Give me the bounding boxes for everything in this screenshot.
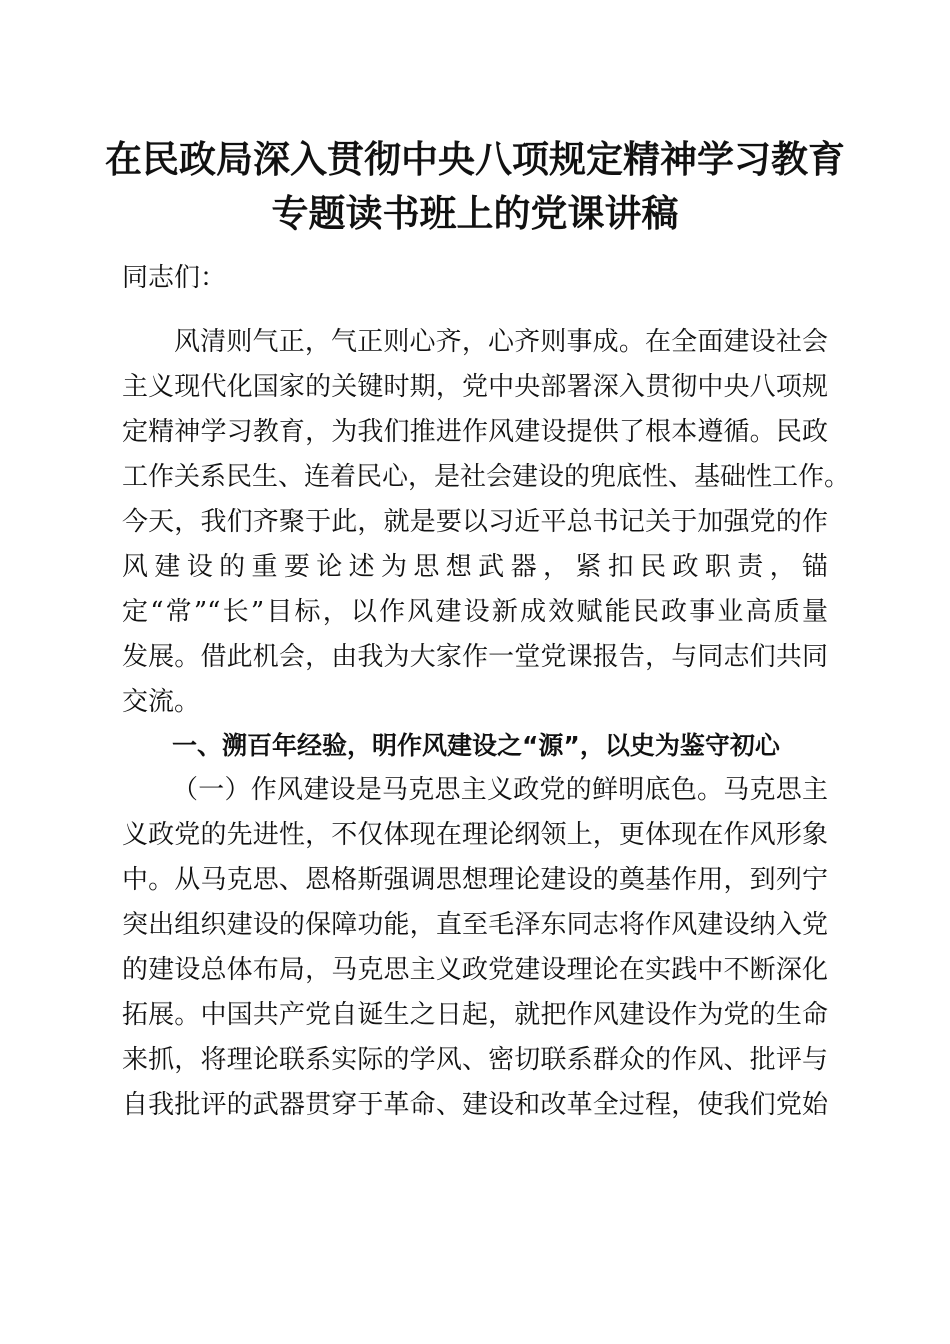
paragraph-line: 义政党的先进性，不仅体现在理论纲领上，更体现在作风形象	[122, 820, 828, 850]
paragraph-line: 拓展。中国共产党自诞生之日起，就把作风建设作为党的生命	[122, 1000, 828, 1030]
paragraph-line: 定精神学习教育，为我们推进作风建设提供了根本遵循。民政	[122, 417, 828, 447]
paragraph-line: （一）作风建设是马克思主义政党的鲜明底色。马克思主	[172, 775, 828, 805]
paragraph-line: 工作关系民生、连着民心，是社会建设的兜底性、基础性工作。	[122, 462, 851, 492]
section-heading: 一、溯百年经验，明作风建设之“源”，以史为鉴守初心	[172, 731, 780, 760]
paragraph-line: 定“常”“长”目标，以作风建设新成效赋能民政事业高质量	[122, 597, 828, 627]
paragraph-line: 今天，我们齐聚于此，就是要以习近平总书记关于加强党的作	[122, 507, 828, 537]
paragraph-line: 风建设的重要论述为思想武器，紧扣民政职责，锚	[122, 552, 828, 582]
document-title-line-1: 在民政局深入贯彻中央八项规定精神学习教育	[105, 137, 845, 181]
paragraph-line: 来抓，将理论联系实际的学风、密切联系群众的作风、批评与	[122, 1045, 828, 1075]
paragraph-line: 中。从马克思、恩格斯强调思想理论建设的奠基作用，到列宁	[122, 865, 828, 895]
paragraph-line: 自我批评的武器贯穿于革命、建设和改革全过程，使我们党始	[122, 1090, 828, 1120]
paragraph-line: 发展。借此机会，由我为大家作一堂党课报告，与同志们共同	[122, 642, 828, 672]
paragraph-line: 主义现代化国家的关键时期，党中央部署深入贯彻中央八项规	[122, 372, 828, 402]
salutation: 同志们：	[122, 263, 227, 293]
paragraph-line: 风清则气正，气正则心齐，心齐则事成。在全面建设社会	[174, 327, 828, 357]
paragraph-line: 突出组织建设的保障功能，直至毛泽东同志将作风建设纳入党	[122, 910, 828, 940]
document-title-line-2: 专题读书班上的党课讲稿	[271, 191, 679, 235]
paragraph-line: 交流。	[122, 687, 201, 717]
paragraph-line: 的建设总体布局，马克思主义政党建设理论在实践中不断深化	[122, 955, 828, 985]
